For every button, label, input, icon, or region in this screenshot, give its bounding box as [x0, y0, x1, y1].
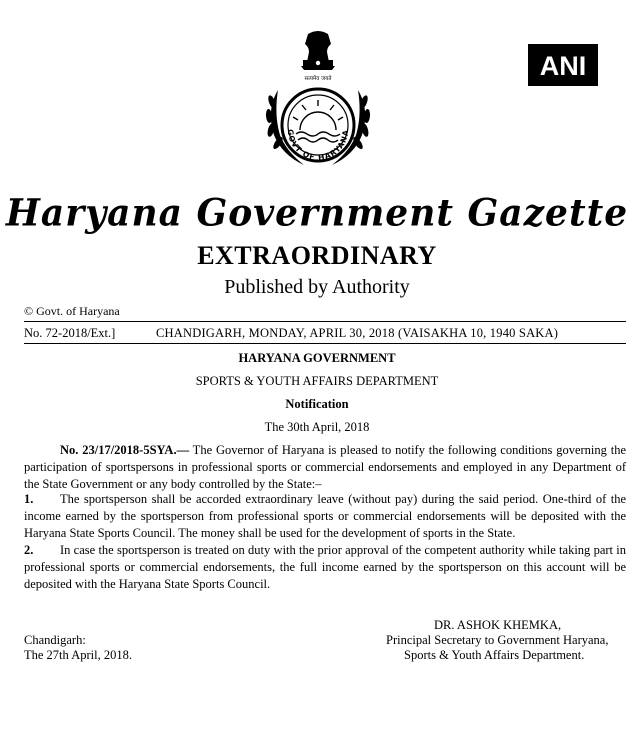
notification-date: The 30th April, 2018 — [264, 420, 370, 434]
point-text: In case the sportsperson is treated on duty with the prior approval of the competent authority while taking part in professional sports or commercial endorsements, the full income earned by the sportsperson on this account will be deposited with the Haryana State Sports Council. — [24, 543, 626, 591]
published-by-authority: Published by Authority — [224, 276, 410, 298]
ani-watermark-logo: ANI — [528, 44, 598, 86]
header-rule-bottom — [24, 343, 626, 344]
government-heading: HARYANA GOVERNMENT — [238, 351, 396, 365]
intro-text: The Governor of Haryana is pleased to notify the following conditions governing the participation of sportspersons in professional sports or commercial endorsements and employed in any Department of the State Government or any body controlled by the State:– — [24, 443, 626, 491]
signatory-name: DR. ASHOK KHEMKA, — [434, 618, 562, 632]
issue-date: CHANDIGARH, MONDAY, APRIL 30, 2018 (VAISAKHA 10, 1940 SAKA) — [156, 326, 559, 340]
point-number: 2. — [24, 543, 34, 557]
issue-place: Chandigarh: — [24, 633, 86, 647]
emblem-ring-text: GOVT OF HARYANA — [285, 128, 351, 163]
department-heading: SPORTS & YOUTH AFFAIRS DEPARTMENT — [195, 374, 439, 388]
gazette-title: Haryana Government Gazette — [5, 190, 629, 236]
state-emblem — [256, 30, 380, 175]
point-number: 1. — [24, 492, 34, 506]
notification-reference: No. 23/17/2018-5SYA.— — [60, 443, 190, 457]
signatory-designation: Principal Secretary to Government Haryana, — [386, 633, 609, 647]
signatory-department: Sports & Youth Affairs Department. — [404, 648, 585, 662]
emblem-motto: सत्यमेव जयते — [304, 76, 332, 82]
rising-sun-icon — [293, 100, 343, 142]
copyright-notice: © Govt. of Haryana — [24, 304, 120, 318]
signature-date: The 27th April, 2018. — [24, 648, 132, 662]
point-2 — [24, 542, 626, 593]
header-rule-top — [24, 321, 626, 322]
lion-capital-icon — [301, 31, 335, 70]
issue-number: No. 72-2018/Ext.] — [24, 326, 116, 340]
gazette-extraordinary: EXTRAORDINARY — [197, 241, 437, 270]
notification-heading: Notification — [285, 397, 349, 411]
point-text: The sportsperson shall be accorded extraordinary leave (without pay) during the said period. One-third of the income earned by the sportsperson from professional sports or commercial endorsements will be deposited with the Haryana State Sports Council. The money shall be used for the development of sports in the State. — [24, 492, 626, 540]
point-1 — [24, 491, 626, 542]
notification-intro — [24, 442, 626, 493]
